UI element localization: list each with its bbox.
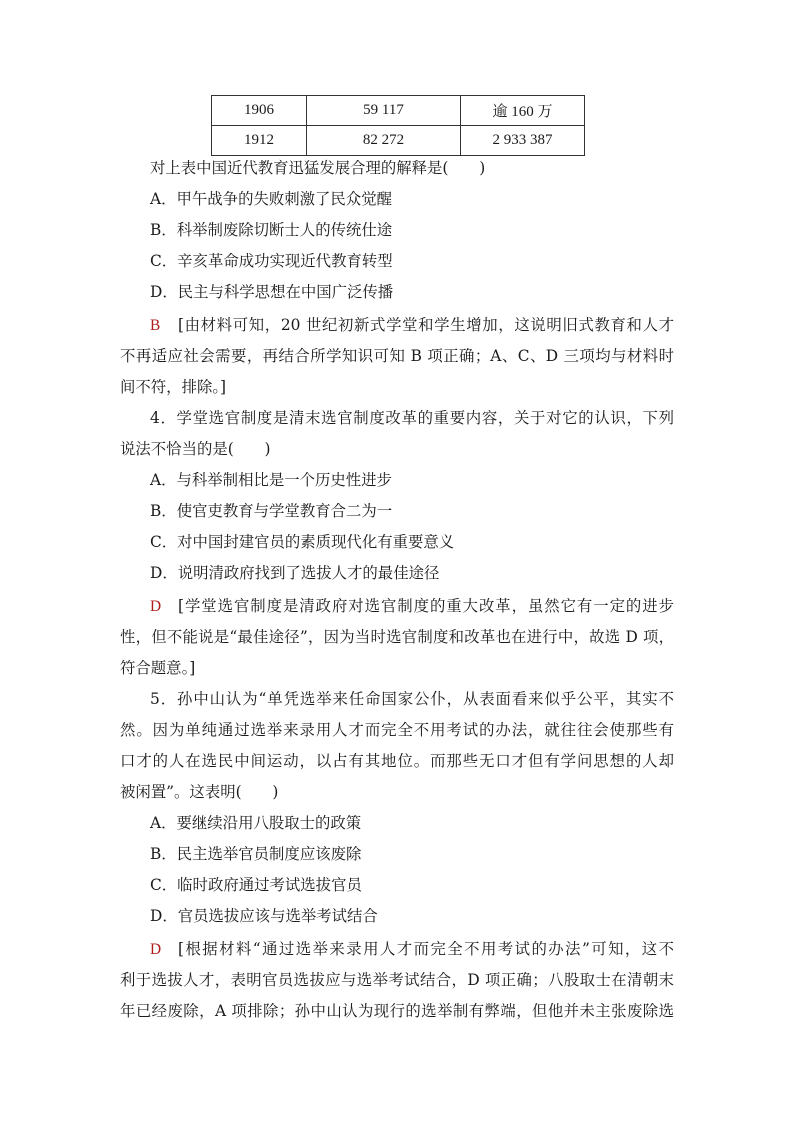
education-table: [211, 95, 585, 156]
q5-analysis-line: 利于选拔人才，表明官员选拔应与选举考试结合，D 项正确；八股取士在清朝末: [120, 971, 674, 989]
q4-option-b: B．使官吏教育与学堂教育合二为一: [150, 502, 393, 520]
q5-option-d: D．官员选拔应该与选举考试结合: [150, 907, 378, 925]
q3-answer: [150, 315, 160, 336]
q5-answer-letter: D: [150, 941, 162, 958]
q3-answer-letter: B: [150, 317, 161, 334]
q4-analysis-line: 性，但不能说是“最佳途径”，因为当时选官制度和改革也在进行中，故选 D 项，: [120, 628, 674, 646]
q5-stem-line: 然。因为单纯通过选举来录用人才而完全不用考试的办法，就往往会使那些有: [120, 721, 674, 739]
q3-option-c: C．辛亥革命成功实现近代教育转型: [150, 252, 393, 270]
q3-analysis-line: 不再适应社会需要，再结合所学知识可知 B 项正确；A、C、D 三项均与材料时: [120, 347, 674, 365]
table-cell: 2 933 387: [461, 126, 585, 156]
q3-option-b: B．科举制废除切断士人的传统仕途: [150, 221, 393, 239]
q5-option-c: C．临时政府通过考试选拔官员: [150, 876, 362, 894]
q4-option-c: C．对中国封建官员的素质现代化有重要意义: [150, 533, 455, 551]
q3-stem: 对上表中国近代教育迅猛发展合理的解释是( ): [150, 159, 486, 177]
q3-analysis-line: [由材料可知，20 世纪初新式学堂和学生增加，这说明旧式教育和人才: [178, 316, 674, 334]
q3-option-d: D．民主与科学思想在中国广泛传播: [150, 283, 394, 301]
q4-analysis-line: 符合题意。]: [120, 659, 196, 677]
q5-option-a: A．要继续沿用八股取士的政策: [150, 814, 362, 832]
table-cell: 逾 160 万: [461, 96, 585, 126]
table-cell: 1906: [212, 96, 307, 126]
q5-analysis-line: 年已经废除，A 项排除；孙中山认为现行的选举制有弊端，但他并未主张废除选: [120, 1002, 674, 1020]
q4-stem-line: 4．学堂选官制度是清末选官制度改革的重要内容，关于对它的认识，下列: [150, 409, 674, 427]
q4-answer: [150, 596, 161, 617]
q5-stem-line: 口才的人在选民中间运动，以占有其地位。而那些无口才但有学问思想的人却: [120, 752, 674, 770]
q5-analysis-line: [根据材料“通过选举来录用人才而完全不用考试的办法”可知，这不: [178, 940, 674, 958]
q5-stem-line: 被闲置”。这表明( ): [120, 783, 279, 801]
q4-option-d: D．说明清政府找到了选拔人才的最佳途径: [150, 564, 440, 582]
table-row: [212, 96, 585, 126]
q5-stem-line: 5．孙中山认为“单凭选举来任命国家公仆，从表面看来似乎公平，其实不: [150, 690, 674, 708]
q4-analysis-line: [学堂选官制度是清政府对选官制度的重大改革，虽然它有一定的进步: [178, 597, 674, 615]
q3-option-a: A．甲午战争的失败刺激了民众觉醒: [150, 190, 392, 208]
table-cell: 82 272: [307, 126, 461, 156]
q4-option-a: A．与科举制相比是一个历史性进步: [150, 471, 392, 489]
q4-answer-letter: D: [150, 598, 162, 615]
q3-analysis-line: 间不符，排除。]: [120, 378, 227, 396]
q4-stem-line: 说法不恰当的是( ): [120, 440, 271, 458]
q5-answer: [150, 939, 161, 960]
table-cell: 59 117: [307, 96, 461, 126]
table-row: [212, 126, 585, 156]
table-cell: 1912: [212, 126, 307, 156]
q5-option-b: B．民主选举官员制度应该废除: [150, 845, 362, 863]
